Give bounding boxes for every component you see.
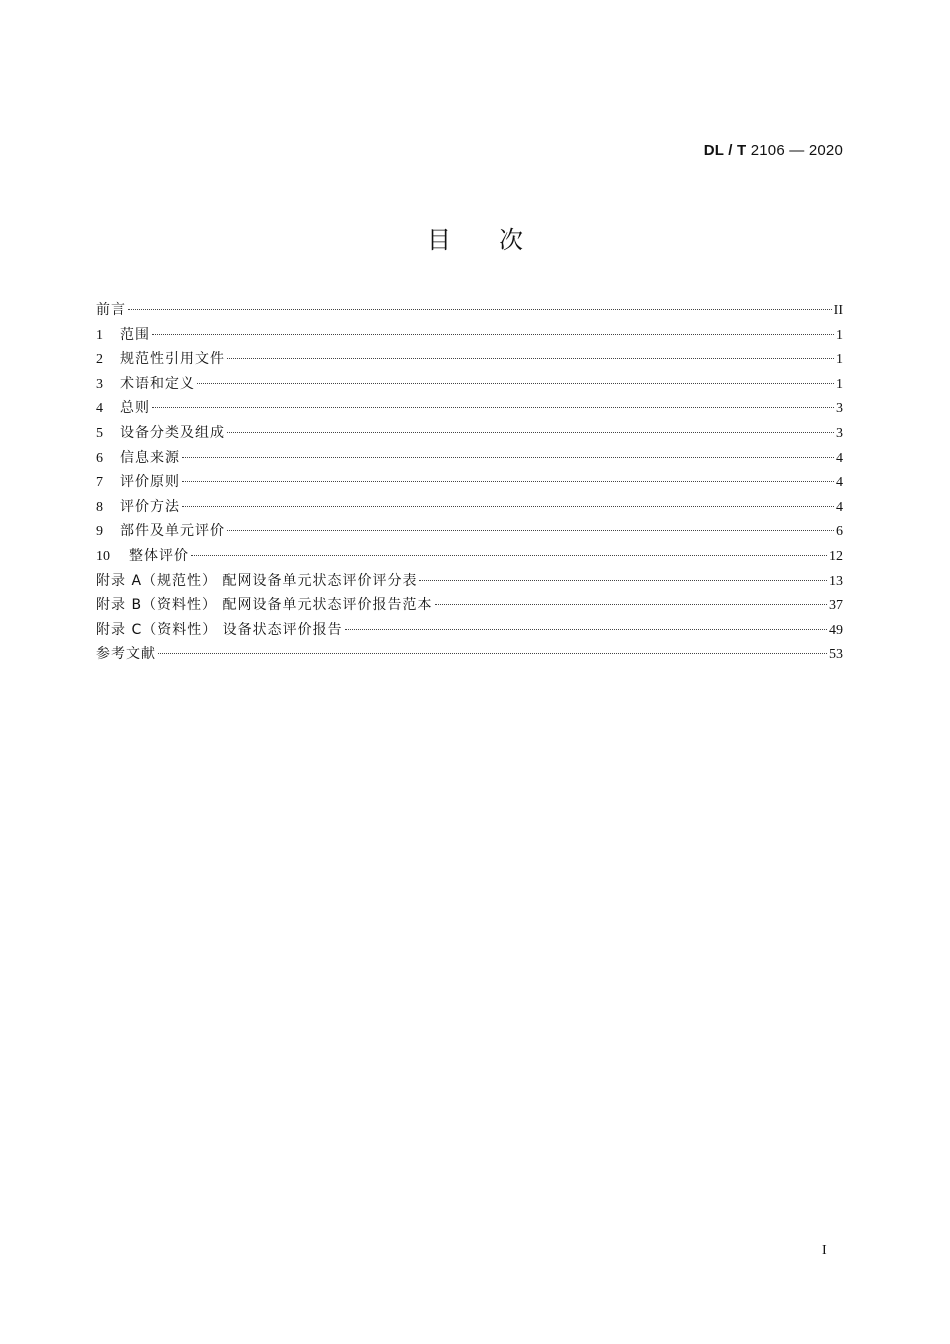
toc-label: 信息来源 — [120, 449, 180, 466]
toc-entry-appendix-c[interactable] — [96, 618, 843, 643]
toc-entry-bibliography[interactable] — [96, 642, 843, 667]
toc-leader — [419, 580, 827, 581]
toc-number: 1 — [96, 327, 103, 343]
toc-entry-component-evaluation[interactable] — [96, 519, 843, 544]
toc-page: 6 — [836, 524, 843, 540]
toc-entry-general[interactable] — [96, 396, 843, 421]
toc-number: 7 — [96, 475, 103, 491]
toc-leader — [191, 555, 827, 556]
toc-page: 1 — [836, 352, 843, 368]
toc-label: 总则 — [120, 400, 150, 417]
toc-entry-methods[interactable] — [96, 495, 843, 520]
toc-page: 1 — [836, 376, 843, 392]
toc-number: 8 — [96, 499, 103, 515]
toc-page: 53 — [829, 647, 843, 663]
toc-page: II — [833, 303, 843, 318]
toc-number: 5 — [96, 425, 103, 441]
toc-page: 4 — [836, 499, 843, 515]
toc-entry-appendix-b[interactable] — [96, 593, 843, 618]
toc-leader — [152, 407, 834, 408]
toc-page: 49 — [829, 622, 843, 638]
toc-label: 评价原则 — [120, 474, 180, 491]
toc-page: 12 — [829, 548, 843, 564]
toc-leader — [227, 358, 834, 359]
toc-page: 4 — [836, 475, 843, 491]
toc-entry-terms[interactable] — [96, 372, 843, 397]
toc-leader — [227, 530, 834, 531]
toc-label: 术语和定义 — [120, 375, 195, 392]
toc-number: 9 — [96, 524, 103, 540]
table-of-contents — [96, 298, 843, 667]
toc-entry-foreword[interactable] — [96, 298, 843, 323]
toc-page: 3 — [836, 401, 843, 417]
toc-leader — [435, 604, 827, 605]
standard-number: 2106 — 2020 — [750, 142, 843, 159]
toc-leader — [182, 481, 834, 482]
toc-number: 10 — [96, 548, 110, 564]
toc-leader — [197, 383, 834, 384]
toc-entry-information-sources[interactable] — [96, 446, 843, 471]
toc-leader — [182, 506, 834, 507]
toc-page: 1 — [836, 327, 843, 343]
toc-entry-appendix-a[interactable] — [96, 569, 843, 594]
toc-label: 设备分类及组成 — [120, 424, 225, 441]
page-number: I — [822, 1243, 827, 1258]
toc-label: 附录 C（资料性） 设备状态评价报告 — [96, 621, 343, 638]
toc-entry-classification[interactable] — [96, 421, 843, 446]
toc-leader — [227, 432, 834, 433]
toc-page: 13 — [829, 573, 843, 589]
toc-entry-overall-evaluation[interactable] — [96, 544, 843, 569]
toc-page: 3 — [836, 425, 843, 441]
toc-leader — [128, 309, 832, 310]
toc-entry-scope[interactable] — [96, 323, 843, 348]
toc-leader — [158, 653, 827, 654]
toc-label: 整体评价 — [129, 547, 189, 564]
toc-label: 规范性引用文件 — [120, 351, 225, 368]
standard-code — [704, 142, 843, 159]
toc-label: 范围 — [120, 326, 150, 343]
toc-number: 3 — [96, 376, 103, 392]
toc-leader — [152, 334, 834, 335]
toc-leader — [345, 629, 827, 630]
toc-number: 4 — [96, 401, 103, 417]
toc-label: 附录 A（规范性） 配网设备单元状态评价评分表 — [96, 572, 418, 589]
toc-entry-principles[interactable] — [96, 470, 843, 495]
toc-page: 37 — [829, 598, 843, 614]
toc-number: 2 — [96, 352, 103, 368]
toc-label: 前言 — [96, 302, 126, 318]
toc-number: 6 — [96, 450, 103, 466]
toc-label: 部件及单元评价 — [120, 523, 225, 540]
toc-page: 4 — [836, 450, 843, 466]
page-title: 目次 — [427, 226, 571, 254]
toc-entry-normative-references[interactable] — [96, 347, 843, 372]
toc-leader — [182, 457, 834, 458]
standard-prefix: DL / T — [703, 142, 747, 159]
toc-label: 评价方法 — [120, 498, 180, 515]
toc-label: 参考文献 — [96, 646, 156, 663]
toc-label: 附录 B（资料性） 配网设备单元状态评价报告范本 — [96, 597, 433, 614]
